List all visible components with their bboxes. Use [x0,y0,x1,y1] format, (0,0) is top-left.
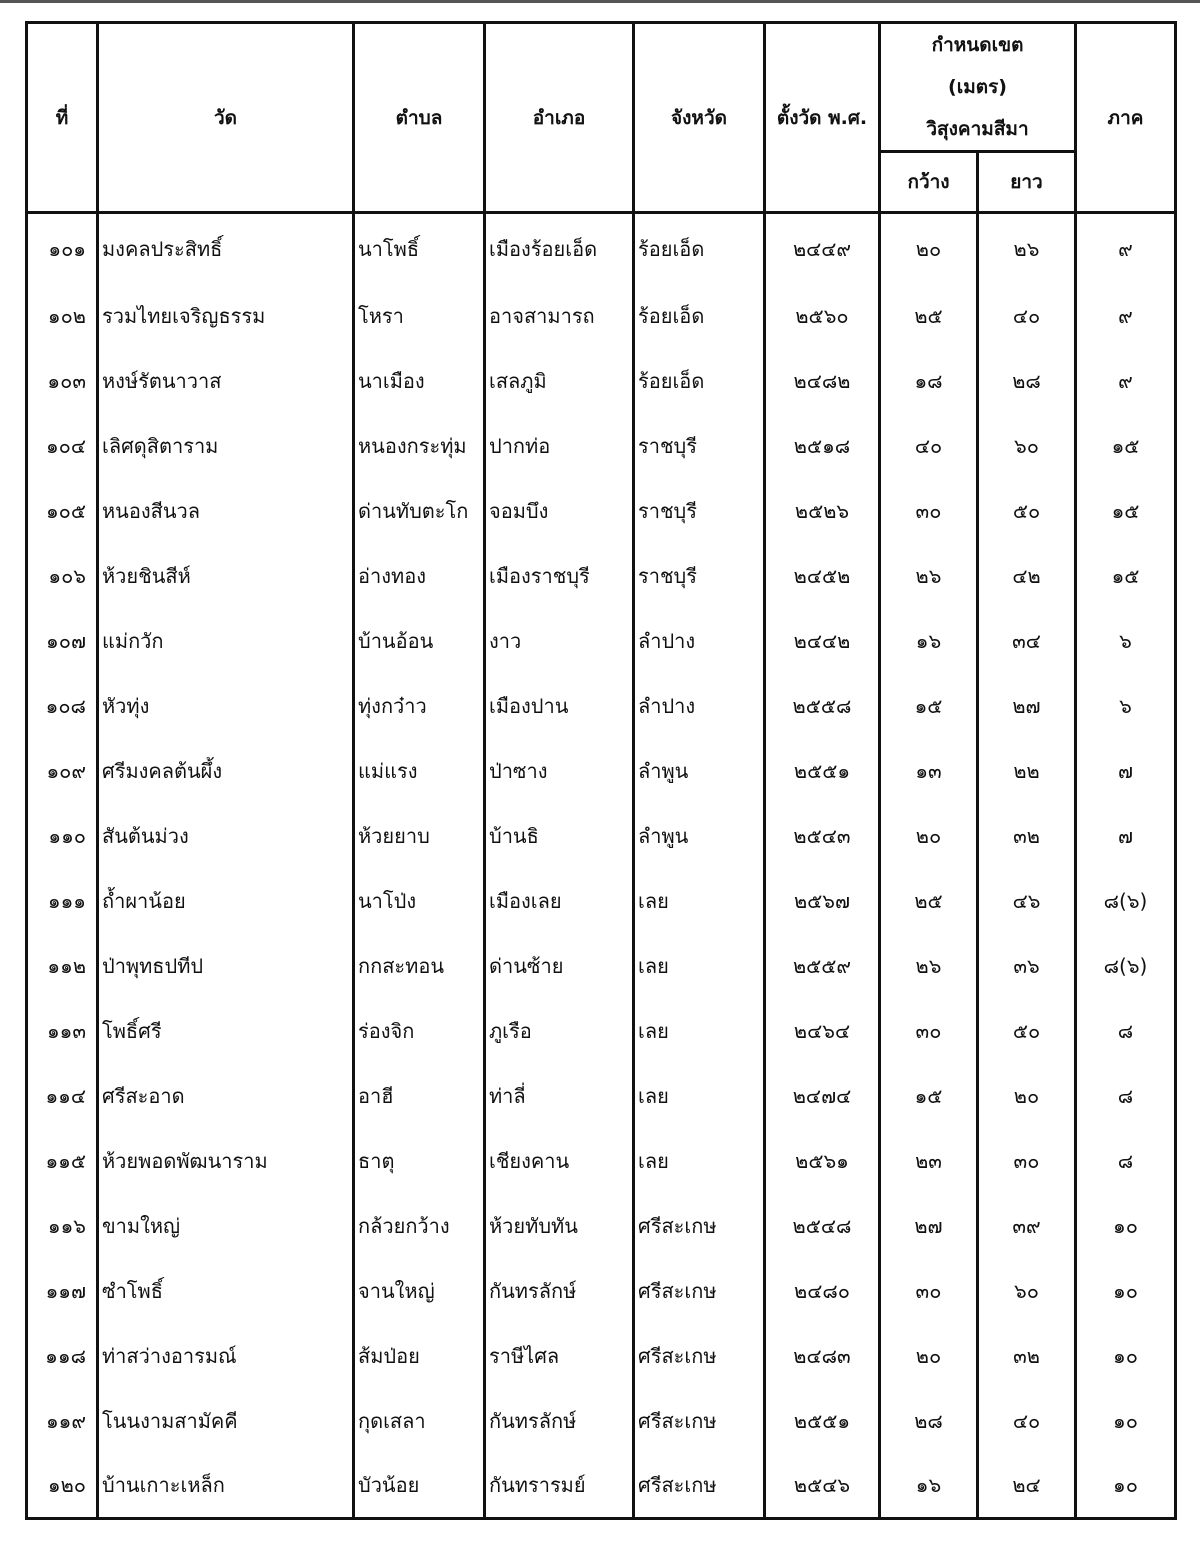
cell-width: ๑๕ [880,1063,978,1128]
cell-province: ราชบุรี [634,543,765,608]
cell-tambon: ธาตุ [354,1128,485,1193]
cell-length: ๒๐ [978,1063,1076,1128]
cell-tambon: กกสะทอน [354,933,485,998]
cell-wat: โพธิ์ศรี [98,998,354,1063]
cell-wat: ท่าสว่างอารมณ์ [98,1323,354,1388]
cell-length: ๔๐ [978,1388,1076,1453]
cell-year: ๒๕๖๑ [765,1128,880,1193]
table-row [27,673,1176,738]
cell-wat: โนนงามสามัคคี [98,1388,354,1453]
cell-region: ๑๐ [1076,1323,1176,1388]
cell-amphoe: กันทรลักษ์ [485,1388,634,1453]
cell-width: ๒๘ [880,1388,978,1453]
cell-no: ๑๑๒ [27,933,98,998]
cell-no: ๑๑๔ [27,1063,98,1128]
cell-no: ๑๐๒ [27,283,98,348]
cell-amphoe: กันทรลักษ์ [485,1258,634,1323]
cell-tambon: บัวน้อย [354,1453,485,1519]
cell-amphoe: บ้านธิ [485,803,634,868]
table-row [27,1323,1176,1388]
cell-amphoe: จอมบึง [485,478,634,543]
table-row [27,1128,1176,1193]
cell-province: ราชบุรี [634,478,765,543]
table-row [27,283,1176,348]
cell-no: ๑๒๐ [27,1453,98,1519]
cell-region: ๑๕ [1076,413,1176,478]
cell-amphoe: เมืองร้อยเอ็ด [485,213,634,284]
cell-year: ๒๕๕๙ [765,933,880,998]
table-row [27,1258,1176,1323]
cell-wat: หงษ์รัตนาวาส [98,348,354,413]
cell-width: ๒๕ [880,283,978,348]
cell-tambon: ส้มป่อย [354,1323,485,1388]
cell-wat: รวมไทยเจริญธรรม [98,283,354,348]
cell-tambon: ด่านทับตะโก [354,478,485,543]
cell-region: ๘ [1076,1128,1176,1193]
table-row [27,413,1176,478]
cell-province: ศรีสะเกษ [634,1323,765,1388]
cell-tambon: ร่องจิก [354,998,485,1063]
cell-width: ๓๐ [880,478,978,543]
header-year: ตั้งวัด พ.ศ. [765,23,880,213]
table-row [27,348,1176,413]
cell-width: ๑๘ [880,348,978,413]
cell-region: ๘ [1076,998,1176,1063]
header-boundary-line3: วิสุงคามสีมา [926,118,1029,140]
cell-no: ๑๐๙ [27,738,98,803]
table-row [27,803,1176,868]
header-width: กว้าง [880,152,978,213]
cell-no: ๑๐๘ [27,673,98,738]
cell-wat: ศรีมงคลต้นผึ้ง [98,738,354,803]
cell-tambon: หนองกระทุ่ม [354,413,485,478]
header-region: ภาค [1076,23,1176,213]
cell-region: ๘(๖) [1076,868,1176,933]
cell-no: ๑๑๗ [27,1258,98,1323]
cell-amphoe: ป่าซาง [485,738,634,803]
cell-province: เลย [634,1128,765,1193]
cell-region: ๑๐ [1076,1388,1176,1453]
cell-province: ศรีสะเกษ [634,1193,765,1258]
cell-tambon: แม่แรง [354,738,485,803]
header-amphoe: อำเภอ [485,23,634,213]
cell-province: ร้อยเอ็ด [634,213,765,284]
cell-tambon: อ่างทอง [354,543,485,608]
cell-length: ๖๐ [978,413,1076,478]
cell-wat: ถ้ำผาน้อย [98,868,354,933]
cell-tambon: นาโพธิ์ [354,213,485,284]
cell-length: ๓๙ [978,1193,1076,1258]
cell-region: ๘(๖) [1076,933,1176,998]
header-boundary-line2: (เมตร) [948,76,1007,98]
cell-amphoe: เมืองปาน [485,673,634,738]
table-row [27,1453,1176,1519]
cell-amphoe: ปากท่อ [485,413,634,478]
cell-region: ๘ [1076,1063,1176,1128]
cell-wat: ห้วยพอดพัฒนาราม [98,1128,354,1193]
cell-tambon: บ้านอ้อน [354,608,485,673]
cell-province: ร้อยเอ็ด [634,348,765,413]
table-row [27,543,1176,608]
cell-length: ๕๐ [978,478,1076,543]
cell-width: ๑๖ [880,1453,978,1519]
header-length: ยาว [978,152,1076,213]
cell-region: ๑๕ [1076,478,1176,543]
cell-region: ๙ [1076,348,1176,413]
cell-amphoe: เมืองเลย [485,868,634,933]
header-tambon: ตำบล [354,23,485,213]
cell-width: ๔๐ [880,413,978,478]
cell-tambon: ห้วยยาบ [354,803,485,868]
cell-length: ๔๖ [978,868,1076,933]
cell-width: ๑๖ [880,608,978,673]
table-row [27,868,1176,933]
cell-no: ๑๐๑ [27,213,98,284]
cell-province: ลำปาง [634,673,765,738]
cell-region: ๙ [1076,213,1176,284]
cell-amphoe: งาว [485,608,634,673]
cell-width: ๒๗ [880,1193,978,1258]
cell-province: ศรีสะเกษ [634,1453,765,1519]
cell-no: ๑๐๓ [27,348,98,413]
wat-boundary-table [25,21,1177,1520]
cell-length: ๓๒ [978,1323,1076,1388]
cell-length: ๖๐ [978,1258,1076,1323]
cell-amphoe: ด่านซ้าย [485,933,634,998]
cell-province: เลย [634,933,765,998]
cell-length: ๒๗ [978,673,1076,738]
cell-amphoe: กันทรารมย์ [485,1453,634,1519]
cell-year: ๒๕๑๘ [765,413,880,478]
table-row [27,998,1176,1063]
cell-wat: ป่าพุทธปทีป [98,933,354,998]
table-row [27,1388,1176,1453]
cell-width: ๒๓ [880,1128,978,1193]
cell-region: ๙ [1076,283,1176,348]
cell-year: ๒๕๖๗ [765,868,880,933]
cell-wat: หนองสีนวล [98,478,354,543]
cell-amphoe: เมืองราชบุรี [485,543,634,608]
cell-wat: แม่กวัก [98,608,354,673]
cell-year: ๒๔๘๐ [765,1258,880,1323]
cell-province: ลำพูน [634,738,765,803]
cell-no: ๑๐๖ [27,543,98,608]
cell-region: ๖ [1076,673,1176,738]
cell-wat: บ้านเกาะเหล็ก [98,1453,354,1519]
cell-wat: มงคลประสิทธิ์ [98,213,354,284]
cell-no: ๑๐๕ [27,478,98,543]
cell-wat: ห้วยชินสีห์ [98,543,354,608]
cell-width: ๒๐ [880,1323,978,1388]
cell-region: ๗ [1076,738,1176,803]
cell-width: ๒๐ [880,803,978,868]
cell-year: ๒๔๗๔ [765,1063,880,1128]
cell-width: ๒๖ [880,933,978,998]
cell-length: ๓๒ [978,803,1076,868]
header-no: ที่ [27,23,98,213]
cell-width: ๓๐ [880,998,978,1063]
cell-province: เลย [634,998,765,1063]
cell-length: ๒๘ [978,348,1076,413]
cell-wat: เลิศดุสิตาราม [98,413,354,478]
cell-province: เลย [634,1063,765,1128]
cell-region: ๑๐ [1076,1193,1176,1258]
cell-year: ๒๔๔๒ [765,608,880,673]
cell-year: ๒๔๘๒ [765,348,880,413]
cell-region: ๑๐ [1076,1258,1176,1323]
cell-province: เลย [634,868,765,933]
cell-no: ๑๐๗ [27,608,98,673]
cell-province: ลำพูน [634,803,765,868]
cell-year: ๒๔๔๙ [765,213,880,284]
cell-no: ๑๑๘ [27,1323,98,1388]
cell-wat: ศรีสะอาด [98,1063,354,1128]
cell-province: ราชบุรี [634,413,765,478]
table-row [27,608,1176,673]
cell-amphoe: เสลภูมิ [485,348,634,413]
cell-wat: ซำโพธิ์ [98,1258,354,1323]
cell-tambon: โหรา [354,283,485,348]
cell-amphoe: อาจสามารถ [485,283,634,348]
cell-year: ๒๕๕๑ [765,1388,880,1453]
cell-width: ๑๕ [880,673,978,738]
cell-length: ๓๐ [978,1128,1076,1193]
cell-province: ศรีสะเกษ [634,1388,765,1453]
table-row [27,478,1176,543]
cell-length: ๔๒ [978,543,1076,608]
cell-year: ๒๕๕๘ [765,673,880,738]
cell-width: ๒๕ [880,868,978,933]
cell-wat: ขามใหญ่ [98,1193,354,1258]
cell-wat: สันต้นม่วง [98,803,354,868]
cell-tambon: จานใหญ่ [354,1258,485,1323]
cell-province: ศรีสะเกษ [634,1258,765,1323]
cell-region: ๑๕ [1076,543,1176,608]
cell-length: ๓๖ [978,933,1076,998]
cell-year: ๒๕๒๖ [765,478,880,543]
cell-no: ๑๑๕ [27,1128,98,1193]
cell-tambon: กล้วยกว้าง [354,1193,485,1258]
cell-amphoe: ห้วยทับทัน [485,1193,634,1258]
cell-year: ๒๔๕๒ [765,543,880,608]
cell-year: ๒๔๘๓ [765,1323,880,1388]
cell-wat: หัวทุ่ง [98,673,354,738]
table-row [27,933,1176,998]
table-body [27,213,1176,1519]
table-row [27,213,1176,284]
table-row [27,1193,1176,1258]
cell-no: ๑๑๖ [27,1193,98,1258]
cell-no: ๑๑๐ [27,803,98,868]
cell-year: ๒๕๔๖ [765,1453,880,1519]
top-border-line [0,0,1200,3]
cell-amphoe: ราษีไศล [485,1323,634,1388]
cell-no: ๑๑๑ [27,868,98,933]
cell-region: ๑๐ [1076,1453,1176,1519]
cell-length: ๒๖ [978,213,1076,284]
cell-region: ๖ [1076,608,1176,673]
cell-year: ๒๔๖๔ [765,998,880,1063]
cell-length: ๓๔ [978,608,1076,673]
cell-tambon: นาโป่ง [354,868,485,933]
header-boundary [880,23,1076,152]
cell-province: ร้อยเอ็ด [634,283,765,348]
cell-width: ๒๖ [880,543,978,608]
cell-tambon: อาฮี [354,1063,485,1128]
cell-province: ลำปาง [634,608,765,673]
cell-amphoe: เชียงคาน [485,1128,634,1193]
cell-tambon: นาเมือง [354,348,485,413]
cell-length: ๒๔ [978,1453,1076,1519]
header-wat: วัด [98,23,354,213]
header-boundary-line1: กำหนดเขต [931,34,1024,56]
cell-width: ๑๓ [880,738,978,803]
table-row [27,738,1176,803]
header-province: จังหวัด [634,23,765,213]
cell-region: ๗ [1076,803,1176,868]
cell-amphoe: ท่าลี่ [485,1063,634,1128]
cell-no: ๑๐๔ [27,413,98,478]
cell-length: ๔๐ [978,283,1076,348]
cell-no: ๑๑๓ [27,998,98,1063]
cell-tambon: กุดเสลา [354,1388,485,1453]
cell-tambon: ทุ่งกว๋าว [354,673,485,738]
table-row [27,1063,1176,1128]
cell-year: ๒๕๔๓ [765,803,880,868]
cell-length: ๒๒ [978,738,1076,803]
cell-year: ๒๕๕๑ [765,738,880,803]
cell-width: ๓๐ [880,1258,978,1323]
cell-width: ๒๐ [880,213,978,284]
cell-no: ๑๑๙ [27,1388,98,1453]
cell-length: ๕๐ [978,998,1076,1063]
table-header [27,23,1176,213]
cell-year: ๒๕๔๘ [765,1193,880,1258]
cell-year: ๒๕๖๐ [765,283,880,348]
cell-amphoe: ภูเรือ [485,998,634,1063]
